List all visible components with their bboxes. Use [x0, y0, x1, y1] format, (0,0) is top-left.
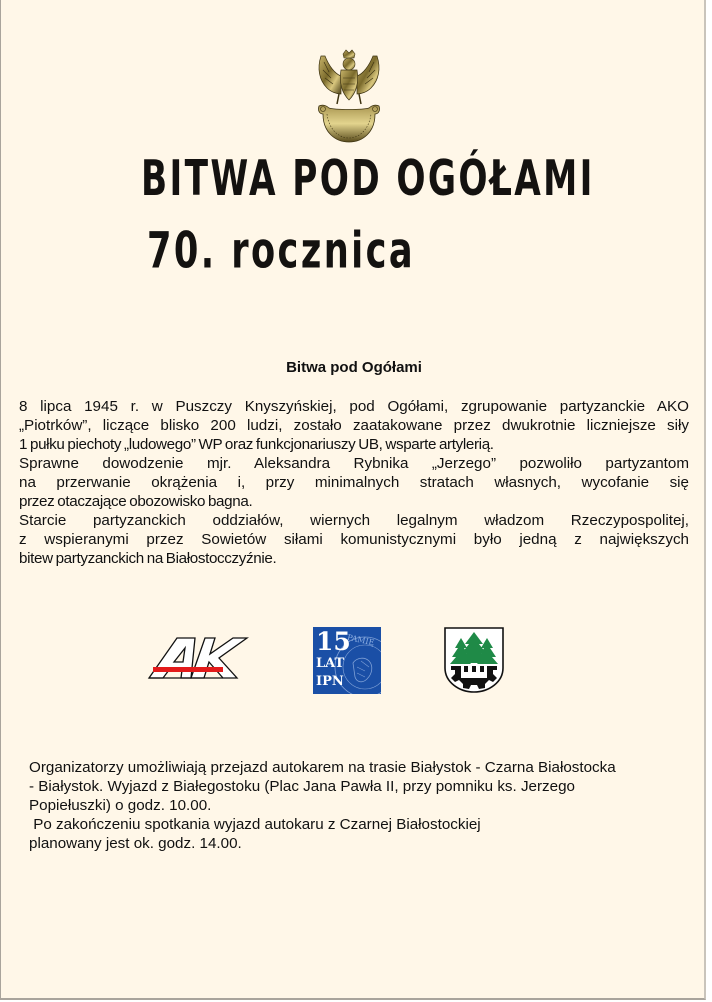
eagle-emblem-icon [315, 48, 383, 144]
ak-logo [147, 636, 249, 682]
text-line: 8 lipca 1945 r. w Puszczy Knyszyńskiej, pod Ogółami, zgrupowanie partyzanckie AKO [19, 398, 689, 415]
text-line: 1 pułku piechoty „ludowego” WP oraz funkcjonariuszy UB, wsparte artylerią. [19, 436, 494, 453]
ipn-number: 15 [316, 627, 351, 656]
text-line: Starcie partyzanckich oddziałów, wiernych legalnym władzom Rzeczypospolitej, [19, 512, 689, 529]
text-line: planowany jest ok. godz. 14.00. [29, 835, 242, 852]
text-line: „Piotrków”, liczące blisko 200 ludzi, zostało zaatakowane przez dwukrotnie liczniejsze siły [19, 417, 689, 434]
text-line: Sprawne dowodzenie mjr. Aleksandra Rybnika „Jerzego” pozwoliło partyzantom [19, 455, 689, 472]
text-line: na przerwanie okrążenia i, przy minimalnych stratach własnych, wycofanie się [19, 474, 689, 491]
poster-subtitle: 70. rocznica [147, 222, 416, 281]
ipn-lat-label: LAT [316, 656, 345, 671]
svg-text:PAMIĘ: PAMIĘ [346, 632, 376, 648]
text-line: - Białystok. Wyjazd z Białegostoku (Plac Jana Pawła II, przy pomniku ks. Jerzego [29, 778, 575, 795]
history-text [19, 397, 689, 568]
section-heading: Bitwa pod Ogółami [286, 359, 422, 376]
text-line: Organizatorzy umożliwiają przejazd autokarem na trasie Białystok - Czarna Białostocka [29, 759, 616, 776]
text-line: Po zakończeniu spotkania wyjazd autokaru z Czarnej Białostockiej [29, 816, 481, 833]
ipn-15-lat-logo [313, 627, 381, 694]
text-line: z wspieranymi przez Sowietów siłami komunistycznymi było jedną z największych [19, 531, 689, 548]
transport-info [29, 758, 689, 853]
poster-title: BITWA POD OGÓŁAMI [141, 150, 595, 208]
ipn-label: IPN [316, 674, 344, 689]
text-line: przez otaczające obozowisko bagna. [19, 493, 253, 510]
text-line: bitew partyzanckich na Białostocczyźnie. [19, 550, 277, 567]
text-line: Popiełuszki) o godz. 10.00. [29, 797, 212, 814]
czarna-bialostocka-crest-icon [443, 626, 505, 694]
